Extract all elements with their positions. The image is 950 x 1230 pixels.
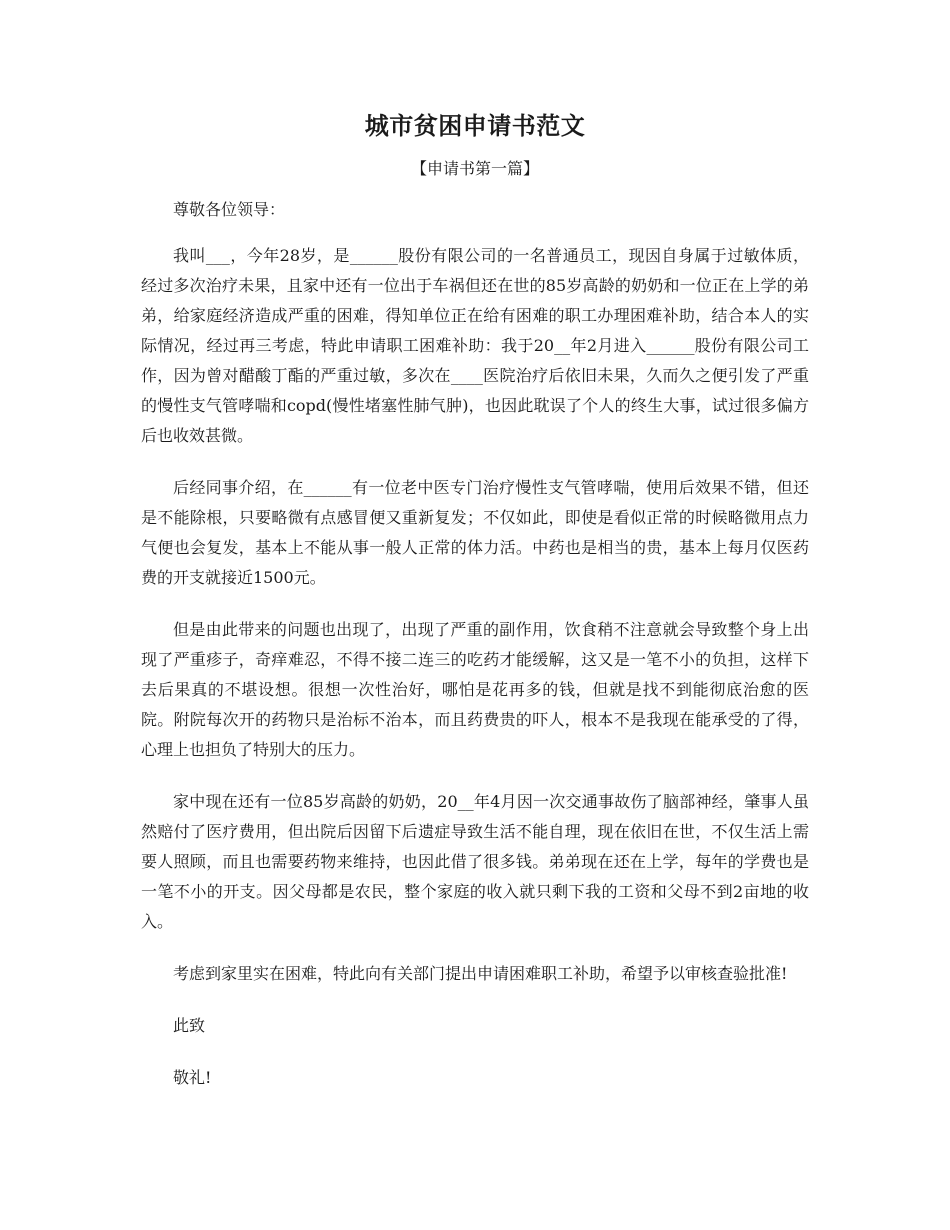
closing-line: 此致 xyxy=(173,1016,206,1035)
body-paragraph: 家中现在还有一位85岁高龄的奶奶，20__年4月因一次交通事故伤了脑部神经，肇事人虽然赔付了医疗费用，但出院后因留下后遗症导致生活不能自理，现在依旧在世，不仅生活上需要人照顾，而且也需要药物来维持，也因此借了很多钱。弟弟现在还在上学，每年的学费也是一笔不小的开支。因父母都是农民，整个家庭的收入就只剩下我的工资和父母不到2亩地的收入。 xyxy=(141,792,809,931)
body-paragraph: 我叫___，今年28岁，是______股份有限公司的一名普通员工，现因自身属于过敏体质，经过多次治疗未果，且家中还有一位出于车祸但还在世的85岁高龄的奶奶和一位正在上学的弟弟，给家庭经济造成严重的困难，得知单位正在给有困难的职工办理困难补助，结合本人的实际情况，经过再三考虑，特此申请职工困难补助：我于20__年2月进入______股份有限公司工作，因为曾对醋酸丁酯的严重过敏，多次在____医院治疗后依旧未果，久而久之便引发了严重的慢性支气管哮喘和copd(慢性堵塞性肺气肿)，也因此耽误了个人的终生大事，试过很多偏方后也收效甚微。 xyxy=(141,246,809,445)
closing-salute: 敬礼! xyxy=(173,1068,212,1087)
body-paragraph: 但是由此带来的问题也出现了，出现了严重的副作用，饮食稍不注意就会导致整个身上出现了严重疹子，奇痒难忍，不得不接二连三的吃药才能缓解，这又是一笔不小的负担，这样下去后果真的不堪设想。很想一次性治好，哪怕是花再多的钱，但就是找不到能彻底治愈的医院。附院每次开的药物只是治标不治本，而且药费贵的吓人，根本不是我现在能承受的了得，心理上也担负了特别大的压力。 xyxy=(141,620,809,759)
body-paragraph: 后经同事介绍，在______有一位老中医专门治疗慢性支气管哮喘，使用后效果不错，但还是不能除根，只要略微有点感冒便又重新复发；不仅如此，即使是看似正常的时候略微用点力气便也会复发，基本上不能从事一般人正常的体力活。中药也是相当的贵，基本上每月仅医药费的开支就接近1500元。 xyxy=(141,478,809,587)
document-title: 城市贫困申请书范文 xyxy=(364,112,586,140)
document-body xyxy=(141,108,809,1093)
body-paragraph: 考虑到家里实在困难，特此向有关部门提出申请困难职工补助，希望予以审核查验批准! xyxy=(173,964,788,983)
document-subtitle: 【申请书第一篇】 xyxy=(410,159,539,178)
salutation: 尊敬各位领导： xyxy=(173,200,286,219)
